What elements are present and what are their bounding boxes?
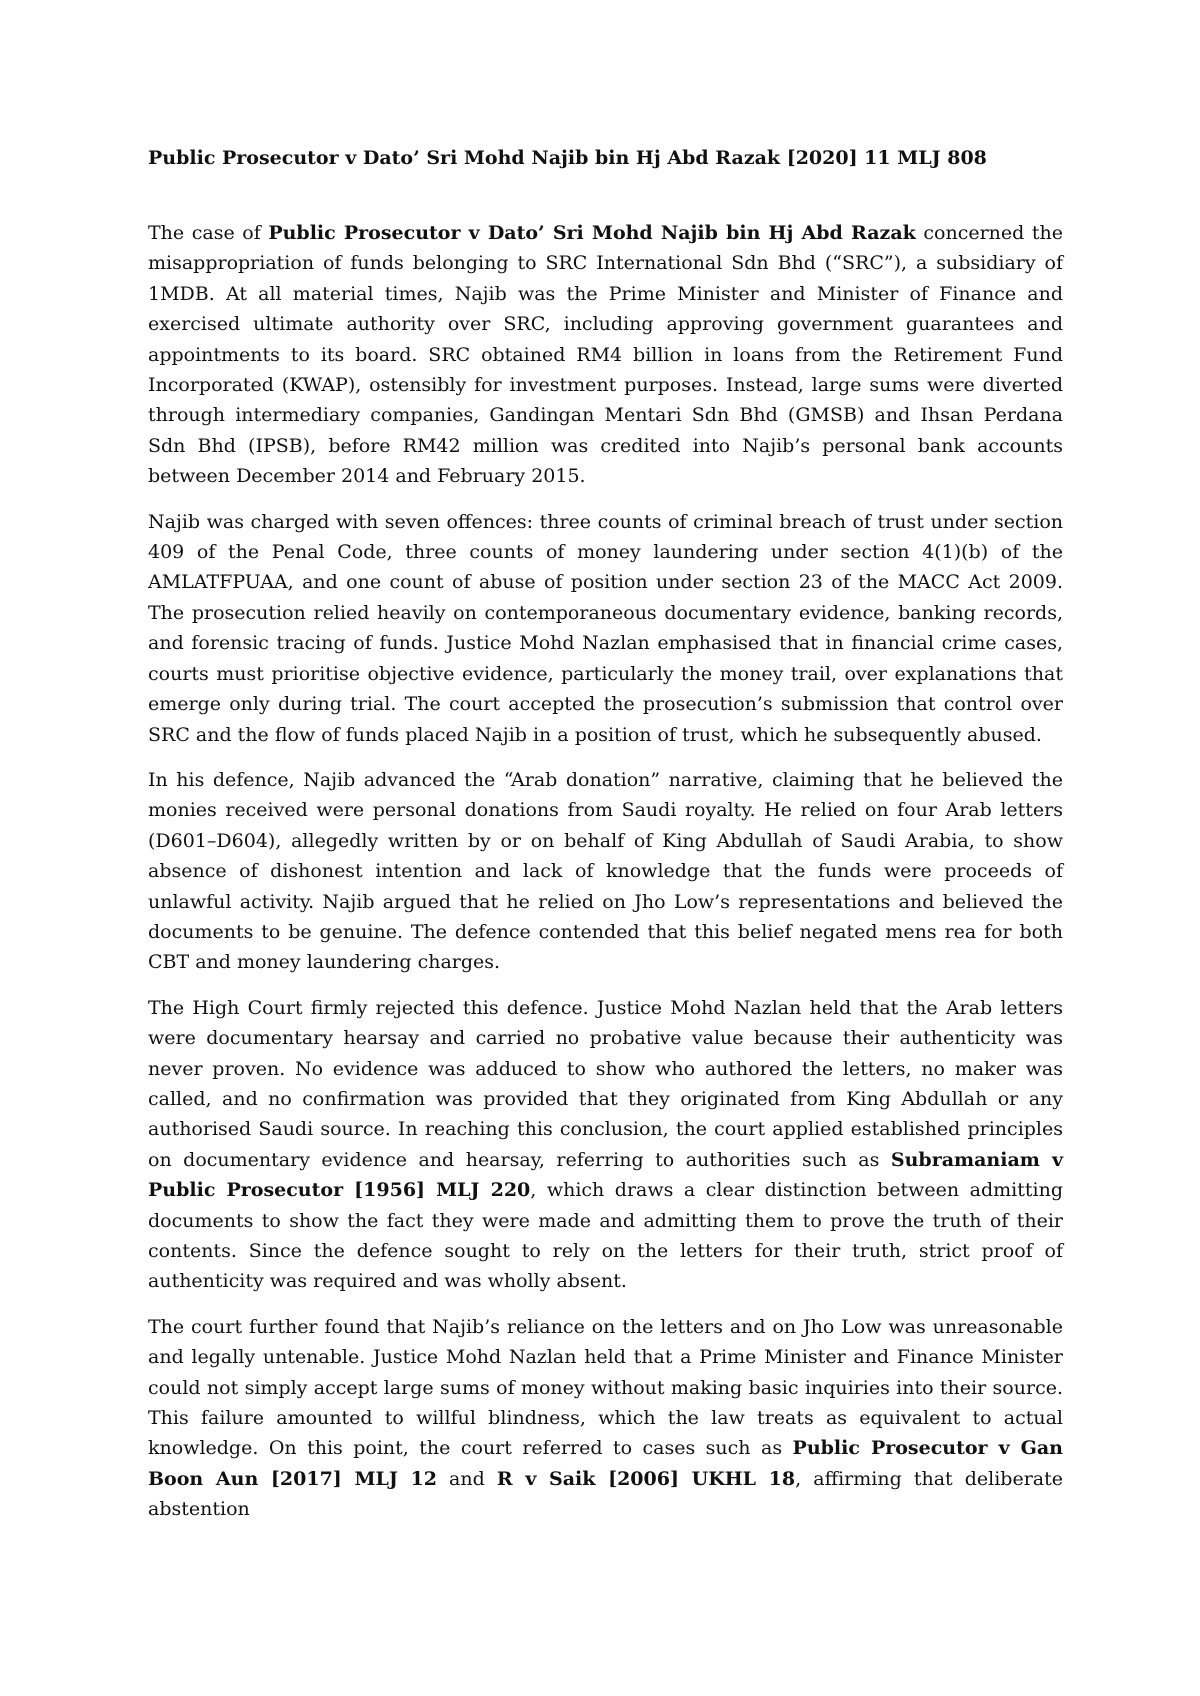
paragraph-text: concerned the misappropriation of funds belonging to SRC International Sdn Bhd (“SRC”), a subsidiary of 1MDB. At all material times, Najib was the Prime Minister and Minister of Finance and exercised ultimate authority over SRC, including approving government guarantees and appointments to its board. SRC obtained RM4 billion in loans from the Retirement Fund Incorporated (KWAP), ostensibly for investment purposes. Instead, large sums were diverted through intermediary companies, Gandingan Mentari Sdn Bhd (GMSB) and Ihsan Perdana Sdn Bhd (IPSB), before RM42 million was credited into Najib’s personal bank accounts between December 2014 and February 2015.: [148, 222, 1063, 488]
paragraph-defence: [148, 765, 1063, 978]
paragraph-hearsay-ruling: [148, 993, 1063, 1297]
paragraph-case-background: [148, 218, 1063, 492]
case-citation: Public Prosecutor v Dato’ Sri Mohd Najib bin Hj Abd Razak: [268, 222, 916, 244]
case-citation: R v Saik [2006] UKHL 18: [496, 1467, 796, 1490]
paragraph-charges: [148, 507, 1063, 750]
paragraph-text: Najib was charged with seven offences: three counts of criminal breach of trust under section 409 of the Penal Code, three counts of money laundering under section 4(1)(b) of the AMLATFPUAA, and one count of abuse of position under section 23 of the MACC Act 2009. The prosecution relied heavily on contemporaneous documentary evidence, banking records, and forensic tracing of funds. Justice Mohd Nazlan emphasised that in financial crime cases, courts must prioritise objective evidence, particularly the money trail, over explanations that emerge only during trial. The court accepted the prosecution’s submission that control over SRC and the flow of funds placed Najib in a position of trust, which he subsequently abused.: [148, 510, 1063, 746]
paragraph-text: and: [436, 1467, 497, 1490]
paragraph-text: , which draws a clear distinction between admitting documents to show the fact they were made and admitting them to prove the truth of their contents. Since the defence sought to rely on the letters for their truth, strict proof of authenticity was required and was wholly absent.: [148, 1179, 1063, 1293]
document-body: [148, 144, 1063, 1540]
case-citation: Subramaniam v Public Prosecutor [1956] MLJ 220: [148, 1148, 1063, 1202]
paragraph-willful-blindness: [148, 1312, 1063, 1525]
paragraph-text: The court further found that Najib’s reliance on the letters and on Jho Low was unreasonable and legally untenable. Justice Mohd Nazlan held that a Prime Minister and Finance Minister could not simply accept large sums of money without making basic inquiries into their source. This failure amounted to willful blindness, which the law treats as equivalent to actual knowledge. On this point, the court referred to cases such as: [148, 1315, 1063, 1460]
paragraph-text: The case of: [148, 222, 269, 244]
page-title: Public Prosecutor v Dato’ Sri Mohd Najib bin Hj Abd Razak [2020] 11 MLJ 808: [148, 147, 987, 169]
paragraph-text: The High Court firmly rejected this defence. Justice Mohd Nazlan held that the Arab letters were documentary hearsay and carried no probative value because their authenticity was never proven. No evidence was adduced to show who authored the letters, no maker was called, and no confirmation was provided that they originated from King Abdullah or any authorised Saudi source. In reaching this conclusion, the court applied established principles on documentary evidence and hearsay, referring to authorities such as: [148, 996, 1063, 1171]
case-citation: Public Prosecutor v Gan Boon Aun [2017] MLJ 12: [148, 1437, 1063, 1490]
paragraph-text: , affirming that deliberate abstention: [148, 1467, 1064, 1521]
paragraph-text: In his defence, Najib advanced the “Arab donation” narrative, claiming that he believed the monies received were personal donations from Saudi royalty. He relied on four Arab letters (D601–D604), allegedly written by or on behalf of King Abdullah of Saudi Arabia, to show absence of dishonest intention and lack of knowledge that the funds were proceeds of unlawful activity. Najib argued that he relied on Jho Low’s representations and believed the documents to be genuine. The defence contended that this belief negated mens rea for both CBT and money laundering charges.: [148, 768, 1063, 974]
